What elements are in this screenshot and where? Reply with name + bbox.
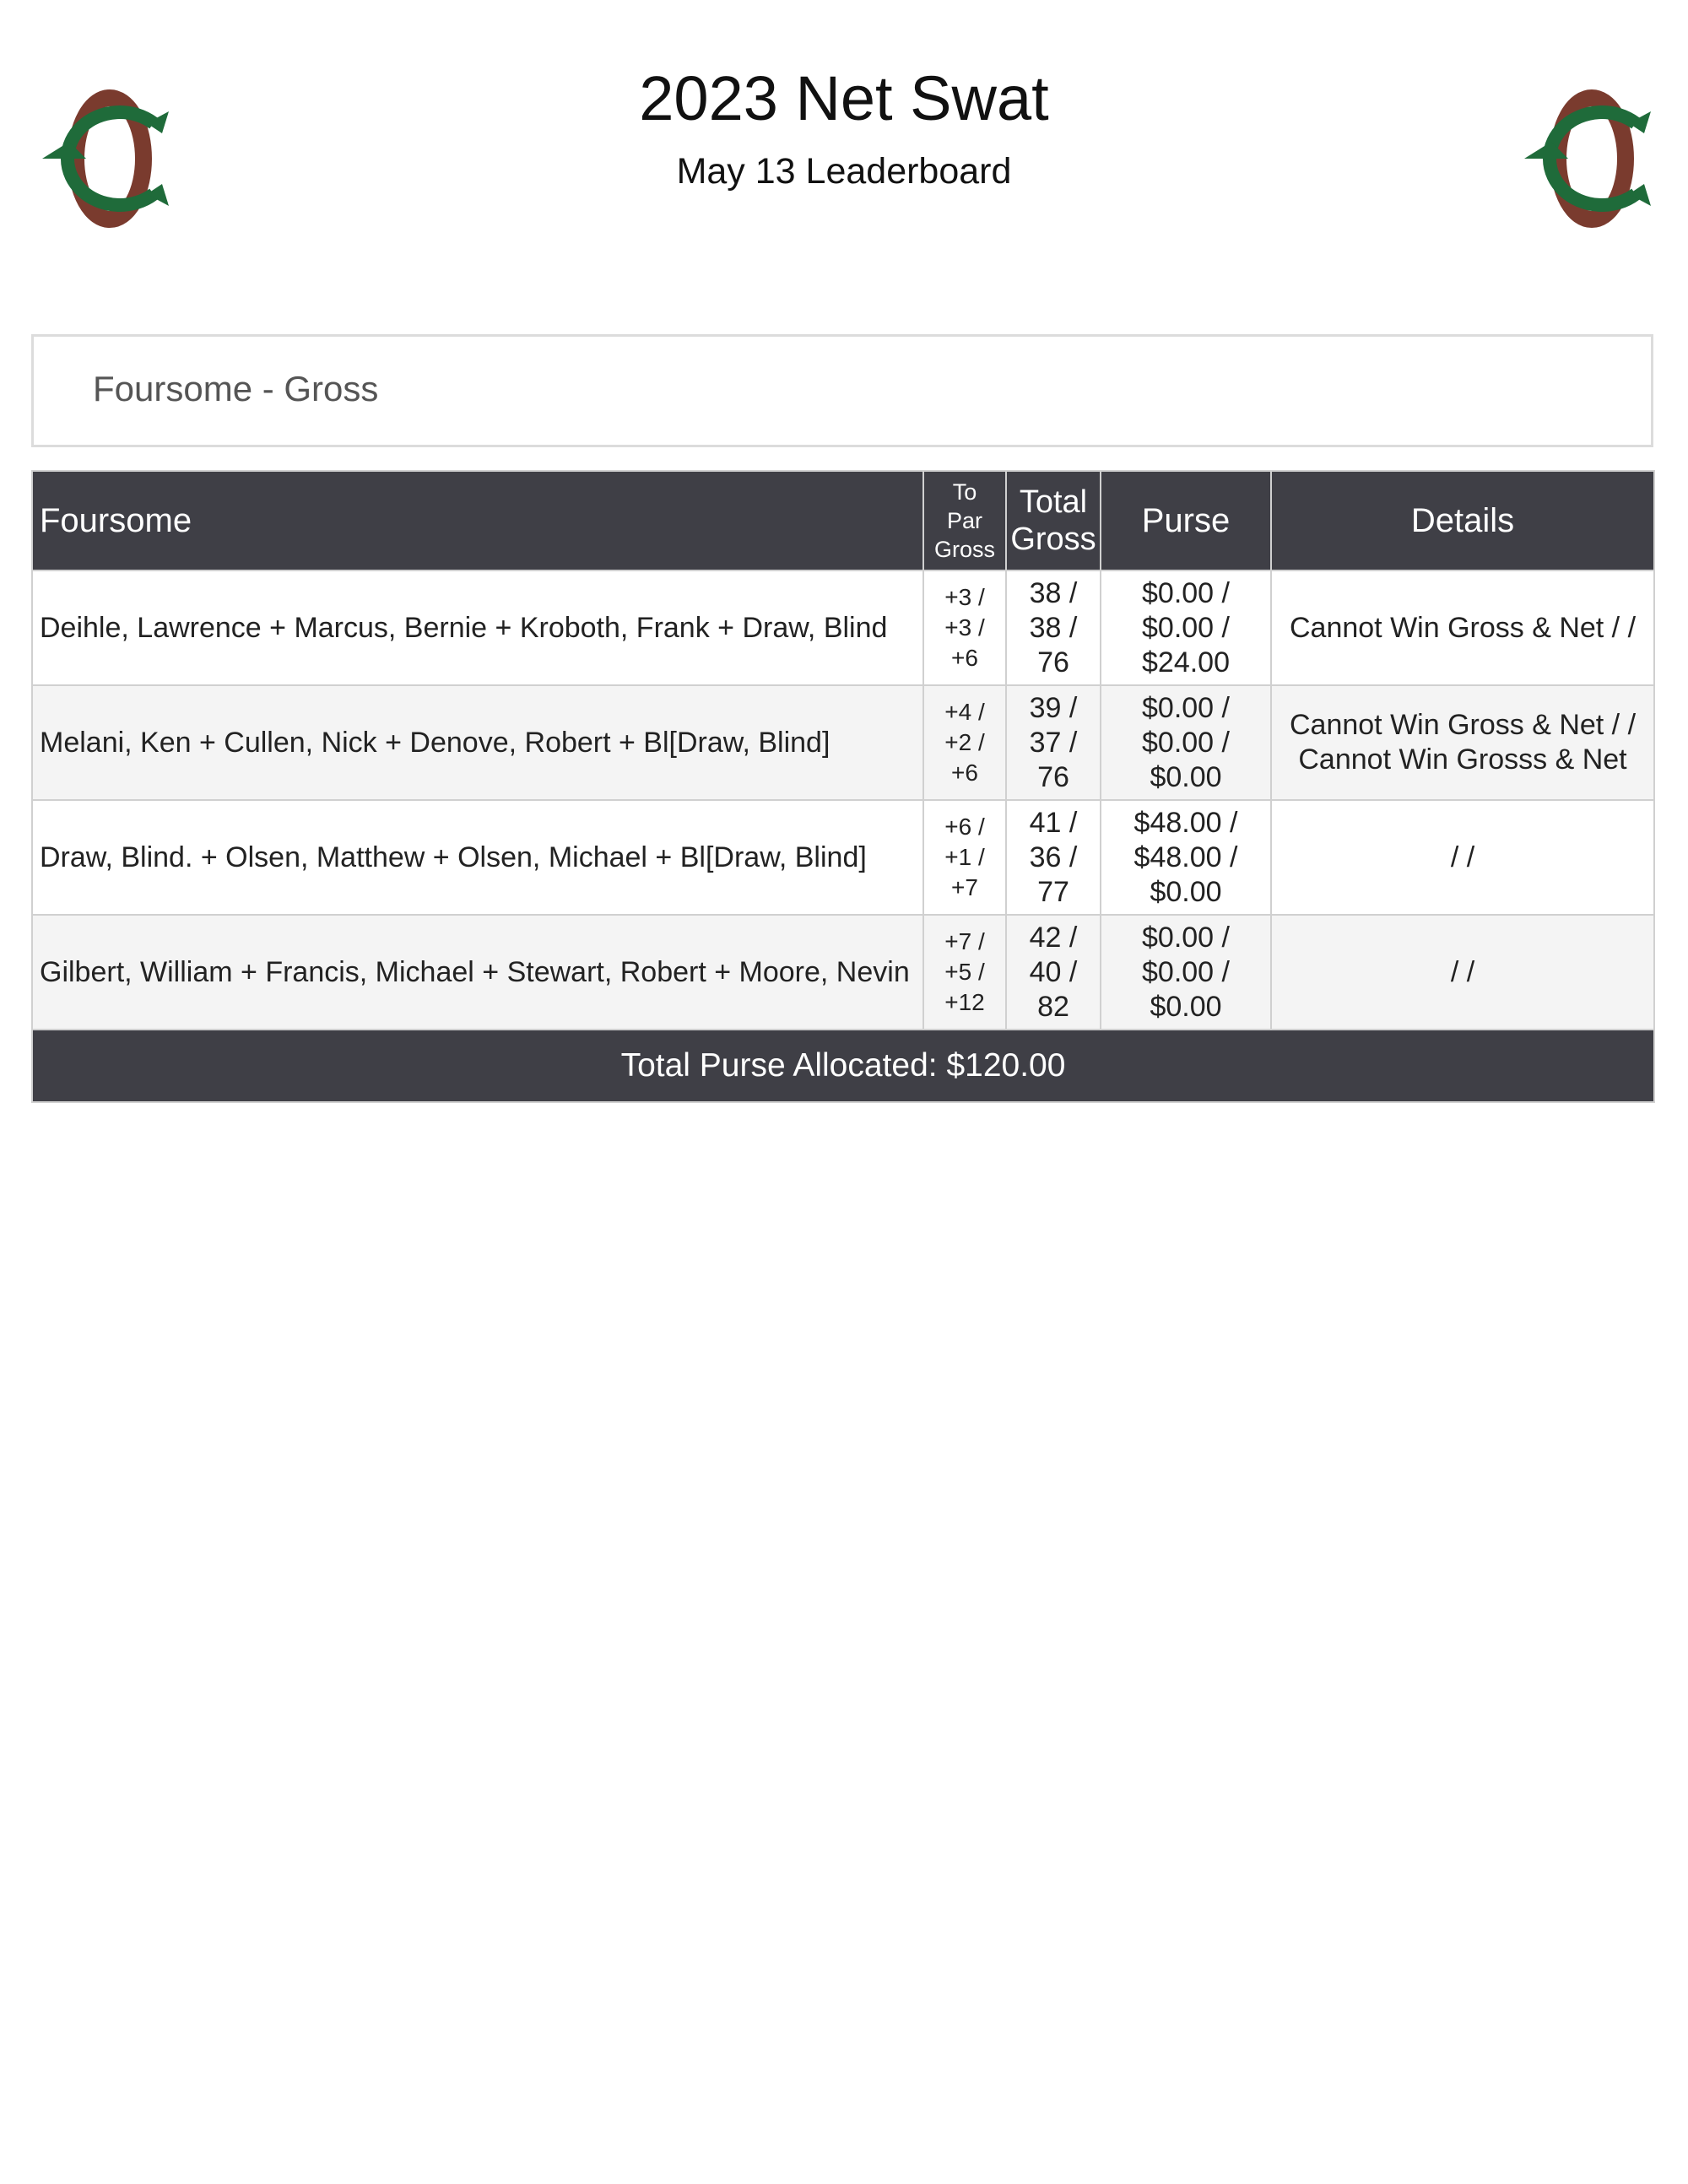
details-text: / / [1450,955,1475,988]
details-text: Cannot Win Gross & Net / / [1289,611,1637,644]
leaderboard-table [31,470,1655,1103]
total-gross-value: 76 [1037,760,1069,793]
to-par-value: +2 / [944,729,985,755]
column-header-to-par-line: To [952,479,977,505]
to-par-value: +6 / [944,814,985,840]
total-gross-value: 41 / [1029,806,1078,839]
to-par-gross-cell [923,685,1006,800]
total-gross-value: 38 / [1029,611,1078,644]
column-header-foursome: Foursome [32,471,923,570]
purse-value: $0.00 / [1142,921,1230,954]
to-par-value: +6 [951,645,978,671]
column-header-total-line: Total [1019,484,1088,520]
details-cell [1271,800,1654,915]
total-gross-cell [1006,800,1101,915]
total-gross-value: 38 / [1029,576,1078,609]
page-subtitle: May 13 Leaderboard [676,151,1012,192]
details-text: Cannot Win Grosss & Net [1298,743,1627,776]
total-gross-value: 39 / [1029,691,1078,724]
foursome-names: Melani, Ken + Cullen, Nick + Denove, Robert + Bl[Draw, Blind] [32,685,923,800]
purse-value: $48.00 / [1133,841,1238,873]
table-row [32,915,1654,1030]
total-gross-value: 76 [1037,646,1069,678]
to-par-value: +6 [951,760,978,786]
table-row [32,685,1654,800]
to-par-gross-cell [923,800,1006,915]
to-par-gross-cell [923,915,1006,1030]
table-footer-row [32,1030,1654,1102]
to-par-value: +7 [951,874,978,900]
purse-value: $24.00 [1142,646,1230,678]
total-gross-value: 37 / [1029,726,1078,759]
foursome-names: Gilbert, William + Francis, Michael + Stewart, Robert + Moore, Nevin [32,915,923,1030]
page-title: 2023 Net Swat [639,63,1049,133]
details-cell [1271,685,1654,800]
total-gross-value: 77 [1037,875,1069,908]
column-header-to-par-line: Gross [933,537,995,562]
details-text: / / [1450,841,1475,873]
purse-cell [1101,685,1271,800]
details-text: Cannot Win Gross & Net / / [1289,709,1637,741]
purse-value: $48.00 / [1133,806,1238,839]
purse-value: $0.00 [1150,990,1222,1023]
column-header-total-gross [1006,471,1101,570]
to-par-value: +1 / [944,844,985,870]
purse-value: $0.00 / [1142,955,1230,988]
section-label: Foursome - Gross [93,369,379,408]
total-gross-value: 82 [1037,990,1069,1023]
purse-value: $0.00 [1150,875,1222,908]
foursome-names: Draw, Blind. + Olsen, Matthew + Olsen, Michael + Bl[Draw, Blind] [32,800,923,915]
section-header [31,334,1653,447]
table-header-row [32,471,1654,570]
column-header-purse: Purse [1101,471,1271,570]
total-gross-cell [1006,570,1101,685]
to-par-value: +4 / [944,699,985,725]
column-header-to-par-line: Par [946,508,983,533]
column-header-to-par-gross [923,471,1006,570]
foursome-names: Deihle, Lawrence + Marcus, Bernie + Kroboth, Frank + Draw, Blind [32,570,923,685]
to-par-gross-cell [923,570,1006,685]
to-par-value: +3 / [944,584,985,610]
purse-value: $0.00 / [1142,691,1230,724]
column-header-total-line: Gross [1010,522,1096,557]
to-par-value: +7 / [944,928,985,954]
purse-value: $0.00 / [1142,611,1230,644]
to-par-value: +3 / [944,614,985,641]
total-purse-allocated: Total Purse Allocated: $120.00 [32,1030,1654,1102]
details-cell [1271,915,1654,1030]
purse-value: $0.00 / [1142,576,1230,609]
column-header-details: Details [1271,471,1654,570]
total-gross-value: 36 / [1029,841,1078,873]
table-row [32,570,1654,685]
purse-cell [1101,800,1271,915]
total-gross-value: 40 / [1029,955,1078,988]
purse-value: $0.00 / [1142,726,1230,759]
purse-value: $0.00 [1150,760,1222,793]
total-gross-cell [1006,915,1101,1030]
purse-cell [1101,570,1271,685]
to-par-value: +5 / [944,959,985,985]
table-row [32,800,1654,915]
purse-cell [1101,915,1271,1030]
total-gross-value: 42 / [1029,921,1078,954]
total-gross-cell [1006,685,1101,800]
to-par-value: +12 [944,989,985,1015]
details-cell [1271,570,1654,685]
